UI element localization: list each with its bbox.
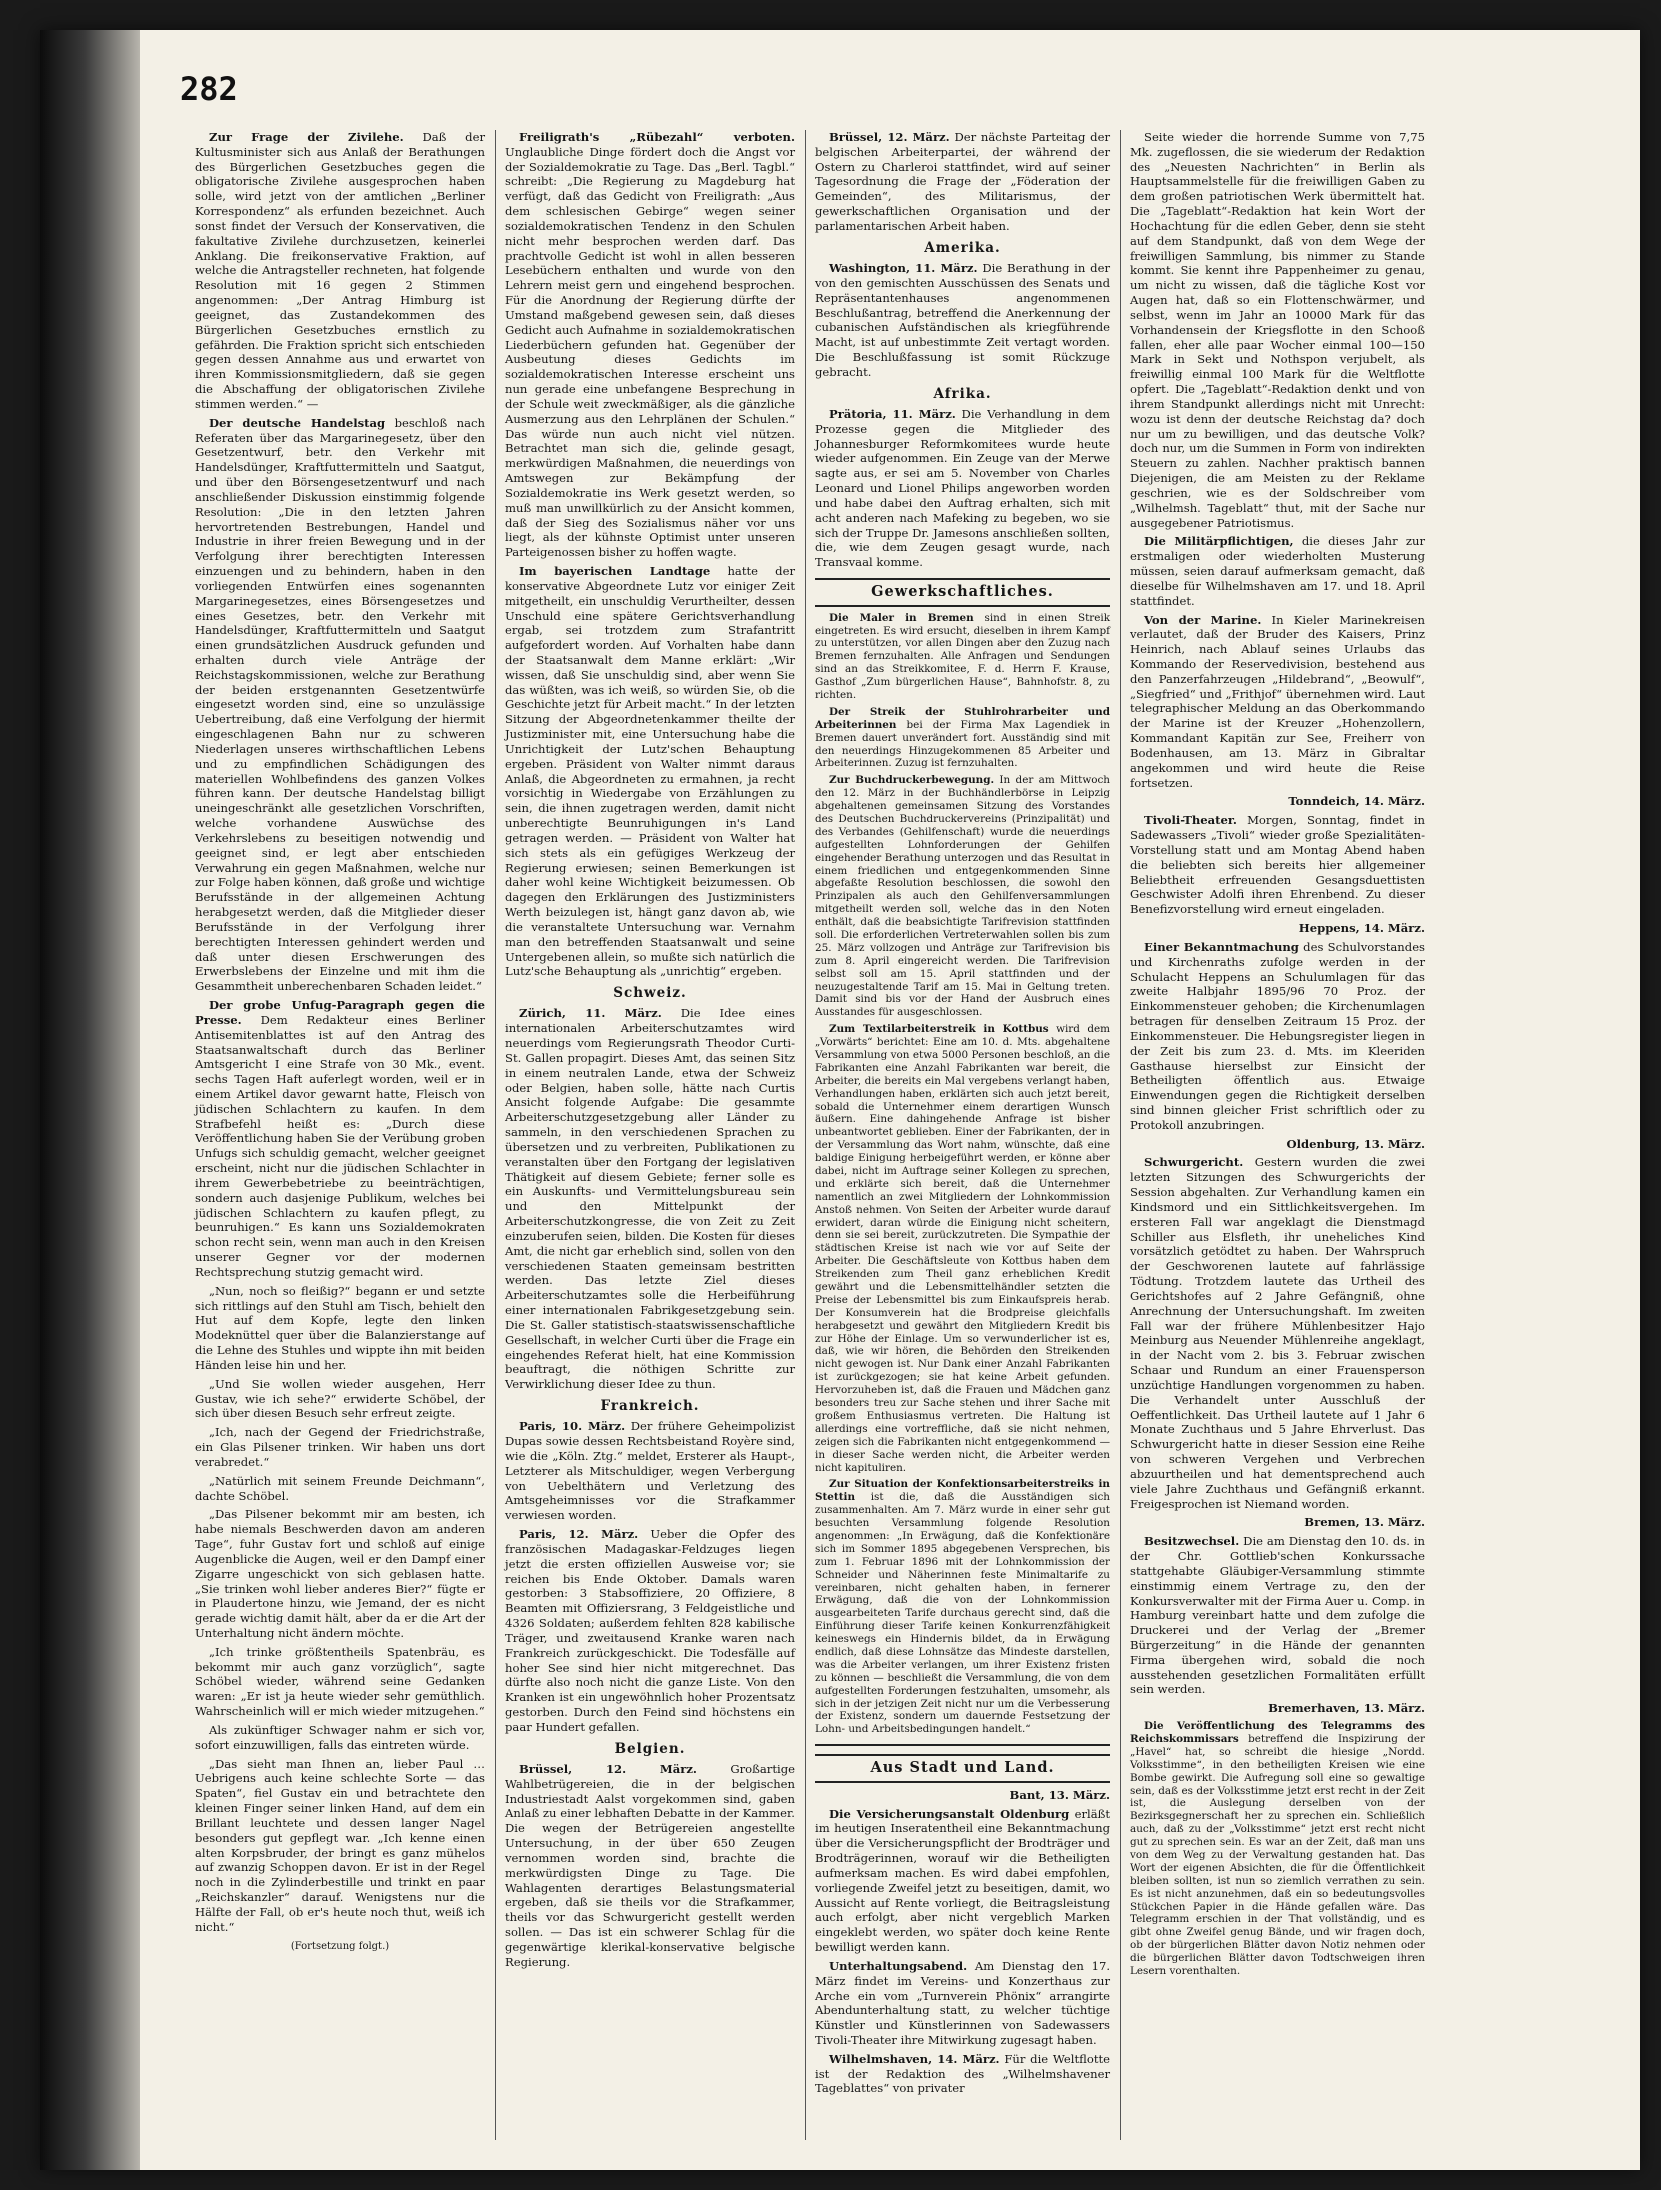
article-paragraph: [505, 1527, 795, 1735]
article-body: Der frühere Geheimpolizist Dupas sowie dessen Rechtsbeistand Royère sind, wie die „Köln. Ztg.“ meldet, Ersterer als Haupt-, Letzterer als Mitschuldiger, wegen Verbergung von Uebelthätern und Verletzung des Amtsgeheimnisses vor die Strafkammer verwiesen worden.: [505, 1419, 796, 1523]
article-lead: Oldenburg, 13. März.: [1286, 1136, 1425, 1151]
article-body: hatte der konservative Abgeordnete Lutz vor einiger Zeit mitgetheilt, ein unschuldig Verurtheilter, dessen Unschuld eine spätere Gerichtsverhandlung ergab, sei trotzdem zum Strafantritt aufgefordert worden. Auf Vorhalten habe dann der Staatsanwalt dem Manne erklärt: „Wir wissen, daß Sie unschuldig sind, aber wenn Sie das wüßten, was ich weiß, so würden Sie, ob die Geschichte jetzt für Arbeit macht.“ In der letzten Sitzung der Abgeordnetenkammer theilte der Justizminister mit, eine Untersuchung habe die Unrichtigkeit der Lutz'schen Behauptung ergeben. Präsident von Walter nimmt daraus Anlaß, die Abgeordneten zu ermahnen, ja recht vorsichtig in Wiedergabe von Erzählungen zu sein, die ihnen zugetragen werden, damit nicht unberechtigte Beunruhigungen in's Land getragen werden. — Präsident von Walter hat sich stets als ein gefügiges Werkzeug der Regierung erwiesen; seinen Bemerkungen ist daher wohl keine Wichtigkeit beizumessen. Ob dagegen den Erklärungen des Justizministers Werth beizulegen ist, hängt ganz davon ab, wie die veranstaltete Untersuchung war. Vernahm man den betreffenden Staatsanwalt und seine Untergebenen allein, so mußte sich natürlich die Lutz'sche Behauptung als „unrichtig“ ergeben.: [505, 564, 795, 979]
article-paragraph: [1130, 940, 1425, 1133]
article-body: ist die, daß die Ausständigen sich zusammenhalten. Am 7. März wurde in einer sehr gut besuchten Versammlung folgende Resolution angenommen: „In Erwägung, daß die Konfektionäre sich im Sommer 1895 abgegebenen Versprechen, bis zum 1. Februar 1896 mit der Lohnkommission der Schneider und Näherinnen feste Minimaltarife zu vereinbaren, nicht gehalten haben, in fernerer Erwägung, daß die von der Lohnkommission ausgearbeiteten Tarife durchaus gerecht sind, daß die Einführung dieser Tarife keinen Konkurrenzfähigkeit keineswegs ein Hindernis bildet, da in Erwägung endlich, daß diese Lohnsätze das Mindeste darstellen, was die Arbeiter verlangen, um ihrer Existenz fristen zu können — beschließt die Versammlung, die von dem aufgestellten Forderungen festzuhalten, umsomehr, als sich in der jetzigen Zeit nicht nur um die Verbesserung der Existenz, sondern um dauernde Festsetzung der Lohn- und Arbeitsbedingungen handelt.“: [815, 1491, 1110, 1736]
article-paragraph: [815, 774, 1110, 1019]
article-body: erläßt im heutigen Inseratentheil eine Bekanntmachung über die Versicherungspflicht der Brodträger und Brodträgerinnen, worauf wir die Betheiligten aufmerksam machen. Es wird dabei empfohlen, vorliegende Zweifel jetzt zu beseitigen, damit, wo Aussicht auf Rente vorliegt, die Beitragsleistung auch erfolgt, aber nicht vergeblich Marken eingeklebt werden, wo später doch keine Rente bewilligt werden kann.: [815, 1806, 1111, 1955]
article-paragraph: [1130, 130, 1425, 530]
article-body: sind in einen Streik eingetreten. Es wird ersucht, dieselben in ihrem Kampf zu unterstützen, vor allen Dingen aber den Zuzug nach Bremen fernzuhalten. Alle Anfragen und Sendungen sind an das Streikkomitee, F. d. Herrn F. Krause, Gasthof „Zum bürgerlichen Hause“, Bahnhofstr. 8, zu richten.: [815, 611, 1110, 701]
book-binding: [40, 30, 140, 2170]
article-lead: Im bayerischen Landtage: [519, 564, 711, 579]
article-body: „Natürlich mit seinem Freunde Deichmann“, dachte Schöbel.: [195, 1473, 485, 1503]
article-lead: Wilhelmshaven, 14. März.: [829, 2051, 1000, 2066]
article-lead: Die Veröffentlichung des Telegramms des Reichskommissars: [1130, 1720, 1425, 1746]
column-1: [195, 130, 485, 1953]
article-paragraph: [1130, 813, 1425, 917]
column-4: [1130, 130, 1425, 1982]
article-body: Dem Redakteur eines Berliner Antisemitenblattes ist auf den Antrag des Staatsanwaltschaft durch das Berliner Amtsgericht I eine Strafe von 30 Mk., event. sechs Tagen Haft auferlegt worden, weil er in einem Artikel davor gewarnt hatte, Fleisch von jüdischen Schlachtern zu kaufen. In dem Strafbefehl heißt es: „Durch diese Veröffentlichung haben Sie der Verübung groben Unfugs sich schuldig gemacht, welcher geeignet erscheint, nicht nur die jüdischen Schlachter in ihrem Gewerbebetriebe zu beeinträchtigen, sondern auch dasjenige Publikum, welches bei jüdischen Schlachtern zu kaufen pflegt, zu beunruhigen.“ Es kann uns Sozialdemokraten schon recht sein, wenn man auch in den Kreisen unserer Gegner vor der modernen Rechtsprechung stutzig gemacht wird.: [195, 1012, 486, 1279]
article-lead: Zur Frage der Zivilehe.: [209, 130, 404, 144]
article-paragraph: [195, 1425, 485, 1469]
article-lead: Zur Buchdruckerbewegung.: [829, 774, 995, 787]
article-body: „Ich, nach der Gegend der Friedrichstraße, ein Glas Pilsener trinken. Wir haben uns dort verabredet.“: [195, 1425, 485, 1469]
article-body: Am Dienstag den 17. März findet im Vereins- und Konzerthaus zur Arche ein vom „Turnverein Phönix“ arrangirte Abendunterhaltung statt, zu welcher tüchtige Künstler und Künstlerinnen von Sadewassers Tivoli-Theater ihre Mitwirkung zugesagt haben.: [815, 1958, 1111, 2047]
article-paragraph: [1130, 1534, 1425, 1697]
article-lead: Die Militärpflichtigen,: [1144, 534, 1294, 549]
article-body: Der nächste Parteitag der belgischen Arbeiterpartei, der während der Ostern zu Charleroi stattfindet, wird auf seiner Tagesordnung die Frage der „Föderation der Gemeinden“, des Militarismus, der gewerkschaftlichen Organisation und der parlamentarischen Arbeit haben.: [815, 130, 1110, 233]
article-paragraph: [505, 1762, 795, 1970]
article-body: Unglaubliche Dinge fördert doch die Angst vor der Sozialdemokratie zu Tage. Das „Berl. Tagbl.“ schreibt: „Die Regierung zu Magdeburg hat verfügt, daß das Gedicht von Freiligrath: „Aus dem schlesischen Gebirge“ wegen seiner sozialdemokratischen Tendenz in den Schulen nicht mehr besprochen werden darf. Das prachtvolle Gedicht ist wohl in allen besseren Lesebüchern enthalten und wurde von den Lehrern meist gern und eingehend besprochen. Für die Anordnung der Regierung dürfte der Umstand maßgebend gewesen sein, daß dieses Gedicht auch Aufnahme in sozialdemokratischen Liederbüchern gefunden hat. Gegenüber der Ausbeutung dieses Gedichts im sozialdemokratischen Interesse erscheint uns nun gerade eine unbefangene Besprechung in der Schule weit zweckmäßiger, als die gänzliche Ausmerzung aus den Lehrplänen der Schulen.“ Das würde nun auch nicht viel nützen. Betrachtet man sich die, gelinde gesagt, merkwürdigen Maßnahmen, die neuerdings von Amtswegen zur Bekämpfung der Sozialdemokratie ins Werk gesetzt werden, so muß man unwillkürlich zu der Ansicht kommen, daß der Sieg des Sozialismus näher vor uns liegt, als der kühnste Optimist unter unseren Parteigenossen bisher zu hoffen wagte.: [505, 144, 795, 560]
section-heading-boxed: Gewerkschaftliches.: [815, 578, 1110, 607]
article-lead: Heppens, 14. März.: [1298, 921, 1425, 936]
article-lead: Paris, 10. März.: [519, 1419, 626, 1434]
article-lead: Zur Situation der Konfektionsarbeiterstreiks in Stettin: [815, 1478, 1110, 1504]
article-lead: Brüssel, 12. März.: [829, 130, 950, 144]
article-body: Die am Dienstag den 10. ds. in der Chr. Gottlieb'schen Konkurssache stattgehabte Gläubiger-Versammlung stimmte einstimmig einem Vertrage zu, den der Konkursverwalter mit der Firma Auer u. Comp. in Hamburg vereinbart hatte und dem zufolge die Druckerei und der Verlag der „Bremer Bürgerzeitung“ in die Hände der genannten Firma übergehen wird, sobald die noch ausstehenden gesetzlichen Formalitäten erfüllt sein werden.: [1130, 1534, 1426, 1697]
article-lead: Tonndeich, 14. März.: [1288, 794, 1425, 809]
article-body: In Kieler Marinekreisen verlautet, daß der Bruder des Kaisers, Prinz Heinrich, nach Ablauf seines Urlaubs das Kommando der Reservedivision, bestehend aus den Panzerfahrzeugen „Hildebrand“, „Beowulf“, „Siegfried“ und „Frithjof“ übernehmen wird. Laut telegraphischer Meldung an das Oberkommando der Marine ist der Kreuzer „Hohenzollern, Kommandant Kapitän zur See, Freiherr von Bodenhausen, am 13. März in Gibraltar angekommen und wird heute die Reise fortsetzen.: [1130, 612, 1426, 790]
article-paragraph: [505, 1419, 795, 1523]
article-lead: Washington, 11. März.: [829, 261, 978, 276]
article-body: „Das sieht man Ihnen an, lieber Paul … Uebrigens auch keine schlechte Sorte — das Spaten“, fiel Gustav ein und betrachtete den kleinen Finger seiner linken Hand, auf dem ein Brillant leuchtete und dessen langer Nagel besonders gut gepflegt war. „Ich kenne einen alten Korpsbruder, der bringt es ganz mühelos auf zwanzig Schoppen davon. Er ist in der Regel noch in die Zylinderbestille und trinkt en paar „Reichskanzler“ darauf. Wenigstens nur die Hälfte der Fall, ob er's heute noch thut, weiß ich nicht.“: [195, 1756, 485, 1934]
article-lead: Freiligrath's „Rübezahl“ verboten.: [519, 130, 795, 144]
article-paragraph: [195, 1507, 485, 1640]
article-lead: Der Streik der Stuhlrohrarbeiter und Arbeiterinnen: [815, 705, 1110, 731]
section-heading: Belgien.: [614, 1740, 686, 1757]
article-body: Die Berathung in der von den gemischten Ausschüssen des Senats und Repräsentantenhauses angenommenen Beschlußantrag, betreffend die Anerkennung der cubanischen Aufständischen als kriegführende Macht, ist auf unbestimmte Zeit vertagt worden. Die Beschlußfassung ist somit Rückzuge gebracht.: [815, 261, 1110, 379]
article-body: „Nun, noch so fleißig?“ begann er und setzte sich rittlings auf den Stuhl am Tisch, behielt den Hut auf dem Kopfe, legte den linken Modeknüttel quer über die Balanzierstange auf die Lehne des Stuhles und wippte ihn mit beiden Händen leise hin und her.: [195, 1283, 485, 1372]
column-2: [505, 130, 795, 1974]
section-heading: Schweiz.: [613, 985, 687, 1002]
article-paragraph: [815, 1807, 1110, 1955]
article-paragraph: [195, 1377, 485, 1421]
article-paragraph: [1130, 1515, 1425, 1530]
article-paragraph: [195, 1284, 485, 1373]
article-paragraph: [815, 1788, 1110, 1803]
column-3: [815, 130, 1110, 2100]
newspaper-page: [40, 30, 1640, 2170]
article-paragraph: [505, 1006, 795, 1392]
article-lead: Schwurgericht.: [1144, 1155, 1244, 1170]
article-paragraph: [815, 1959, 1110, 2048]
article-lead: Der deutsche Handelstag: [209, 415, 386, 430]
section-heading-boxed: Aus Stadt und Land.: [815, 1754, 1110, 1783]
article-lead: Der grobe Unfug-Paragraph gegen die Presse.: [195, 998, 485, 1027]
article-paragraph: [195, 416, 485, 994]
article-paragraph: [1130, 794, 1425, 809]
article-lead: Die Maler in Bremen: [829, 611, 974, 624]
article-paragraph: [815, 130, 1110, 234]
article-lead: Prätoria, 11. März.: [829, 406, 956, 421]
article-paragraph: [815, 2052, 1110, 2096]
column-divider: [805, 130, 806, 2140]
article-paragraph: [815, 1023, 1110, 1474]
article-paragraph: [505, 130, 795, 560]
article-body: die dieses Jahr zur erstmaligen oder wiederholten Musterung müssen, seien darauf aufmerksam gemacht, daß dieselbe für Wilhelmshaven am 17. und 18. April stattfindet.: [1130, 534, 1426, 608]
article-body: betreffend die Inspizirung der „Havel“ hat, so schreibt die hiesige „Nordd. Volksstimme“, in den betheiligten Kreisen wie eine Bombe gewirkt. Die Aufregung soll eine so gewaltige sein, daß es der Volksstimme jetzt erst recht in der Zeit ist, die Auslegung derselben von der Bezirksgegnerschaft her zu sprechen ein. Schließlich auch, daß zu der „Volksstimme“ jetzt erst recht nicht gut zu sprechen sein. Es war an der Zeit, daß man uns von dem Weg zu der Verwaltung gestanden hat. Das Wort der eigenen Absichten, die für die Öffentlichkeit bleiben sollten, ist nun so ziemlich verrathen zu sein. Es ist nicht anzunehmen, daß ein so bedeutungsvolles Stückchen Papier in die Hände gefallen wäre. Das Telegramm erschien in der That vollständig, und es gibt ohne Zweifel genug Bände, und wir fragen doch, ob der bürgerlichen Blätter davon Notiz nehmen oder die bürgerlichen Blätter davon Todtschweigen ihren Lesern vorenthalten.: [1130, 1733, 1425, 1978]
section-rule: [815, 1744, 1110, 1746]
article-paragraph: [195, 1645, 485, 1719]
article-paragraph: [815, 706, 1110, 770]
article-paragraph: [195, 998, 485, 1280]
article-lead: Bremen, 13. März.: [1304, 1515, 1425, 1530]
article-body: bei der Firma Max Lagendiek in Bremen dauert unverändert fort. Ausständig sind mit den neuerdings Hinzugekommenen 85 Arbeiter und Arbeiterinnen. Zuzug ist fernzuhalten.: [815, 718, 1110, 770]
article-body: des Schulvorstandes und Kirchenraths zufolge werden in der Schulacht Heppens an Schulumlagen für das zweite Halbjahr 1895/96 70 Proz. der Einkommensteuer gehoben; die Kirchenumlagen betragen für denselben Zeitraum 15 Proz. der Einkommensteuer. Die Hebungsregister liegen in der Zeit bis zum 23. d. Mts. im Kleeriden Gasthause hierselbst zur Einsicht der Betheiligten öffentlich aus. Etwaige Einwendungen gegen die Richtigkeit derselben sind binnen gleicher Frist schriftlich oder zu Protokoll anzubringen.: [1130, 939, 1426, 1132]
section-heading: Frankreich.: [600, 1398, 700, 1414]
article-paragraph: [1130, 1155, 1425, 1511]
article-body: Die Verhandlung in dem Prozesse gegen die Mitglieder des Johannesburger Reformkomitees wurde heute wieder aufgenommen. Ein Zeuge van der Merwe sagte aus, er sei am 5. November von Charles Leonard und Lionel Philips angeworben worden und habe dabei den Auftrag erhalten, sich mit acht anderen nach Mafeking zu begeben, wo sie sich der Truppe Dr. Jamesons anschließen sollten, die, wie dem Zeugen gesagt wurde, nach Transvaal komme.: [815, 406, 1110, 570]
article-paragraph: [1130, 921, 1425, 936]
article-paragraph: [1130, 1720, 1425, 1978]
section-heading: Amerika.: [924, 239, 1001, 256]
article-body: beschloß nach Referaten über das Margarinegesetz, über den Gesetzentwurf, betr. den Verkehr mit Handelsdünger, Kraftfuttermitteln und Saatgut, und über den Börsengesetzentwurf und nach anschließender Diskussion einstimmig folgende Resolution: „Die in den letzten Jahren hervortretenden Bestrebungen, Handel und Industrie in ihrer freien Bewegung und in der Verfolgung ihrer berechtigten Interessen einzuengen und zu behindern, haben in den vorliegenden Entwürfen eines sogenannten Margarinegesetzes, eines Börsengesetzes und eines Gesetzes, betr. den Verkehr mit Handelsdünger, Kraftfuttermitteln und Saatgut einen grundsätzlichen Ausdruck gefunden und erhalten durch viele Anträge der Reichstagskommissionen, welche zur Berathung der beiden erstgenannten Gesetzentwürfe eingesetzt worden sind, eine so unzulässige Uebertreibung, daß eine Verfolgung der hiermit eingeschlagenen Bahn nur zu schweren Niederlagen unseres wirthschaftlichen Lebens und zu empfindlichen Schädigungen des materiellen Wohlbefindens des ganzen Volkes führen kann. Der deutsche Handelstag billigt uneingeschränkt alle gesetzlichen Vorschriften, welche vorhandene Auswüchse des Verkehrslebens zu beseitigen notwendig und geeignet sind, er legt aber entschieden Verwahrung ein gegen Maßnahmen, welche nur zur Folge haben können, daß große und wichtige Berufsstände in der allgemeinen Achtung herabgesetzt werden, daß die Mitglieder dieser Berufsstände in der Verfolgung ihrer berechtigten Interessen gehindert werden und daß unter diesen Erschwerungen des Erwerbslebens der Einzelne und mit ihm die Gesammtheit unberechenbaren Schaden leidet.“: [195, 415, 486, 994]
column-divider: [495, 130, 496, 2140]
article-body: „Und Sie wollen wieder ausgehen, Herr Gustav, wie ich sehe?“ erwiderte Schöbel, der sich über diesen Besuch sehr erfreut zeigte.: [195, 1376, 485, 1421]
article-paragraph: [815, 1478, 1110, 1736]
article-body: „Das Pilsener bekommt mir am besten, ich habe niemals Beschwerden davon am anderen Tage“, fuhr Gustav fort und schloß auf einige Augenblicke die Augen, weil er den Dampf einer Zigarre ungeschickt von sich geblasen hatte. „Sie trinken wohl lieber anderes Bier?“ fügte er in Plaudertone hinzu, wie Jemand, der es nicht gerade wichtig damit hält, aber da er die Art der Unterhaltung nicht ändern möchte.: [195, 1507, 485, 1640]
article-paragraph: [1130, 1137, 1425, 1152]
article-lead: Unterhaltungsabend.: [829, 1958, 968, 1973]
article-body: Gestern wurden die zwei letzten Sitzungen des Schwurgerichts der Session abgehalten. Zur Verhandlung kamen ein Kindsmord und ein Sittlichkeitsvergehen. Im ersteren Fall war angeklagt die Dienstmagd Schiller aus Elsfleth, ihr uneheliches Kind vorsätzlich getödtet zu haben. Der Wahrspruch der Geschworenen lautete auf fahrlässige Tödtung. Trotzdem lautete das Urtheil des Gerichtshofes auf 2 Jahre Gefängniß, ohne Anrechnung der Untersuchungshaft. Im zweiten Fall war der frühere Mühlenbesitzer Hajo Meinburg aus Neuender Mühlenreihe angeklagt, in der Nacht vom 2. bis 3. Februar zwischen Schaar und Rundum an einer Frauensperson unzüchtige Handlungen vorgenommen zu haben. Die Verhandelt unter Ausschluß der Oeffentlichkeit. Das Urtheil lautete auf 1 Jahr 6 Monate Zuchthaus und 5 Jahre Ehrverlust. Das Schwurgericht hatte in dieser Session eine Reihe von schweren Vergehen und Verbrechen abzuurtheilen und hat dementsprechend auch viele Jahre Zuchthaus und Gefängniß erkannt. Freigesprochen ist Niemand worden.: [1130, 1155, 1425, 1511]
article-lead: Paris, 12. März.: [519, 1527, 639, 1542]
article-body: Als zukünftiger Schwager nahm er sich vor, sofort einzuwilligen, falls das eintreten würde.: [195, 1722, 485, 1752]
page-number: 282: [180, 70, 238, 108]
article-body: Großartige Wahlbetrügereien, die in der belgischen Industriestadt Aalst vorgekommen sind, gaben Anlaß zu einer lebhaften Debatte in der Kammer. Die wegen der Betrügereien angestellte Untersuchung, in der über 650 Zeugen vernommen worden sind, brachte die merkwürdigsten Dinge zu Tage. Die Wahlagenten derartiges Belastungsmaterial ergeben, daß sie theils vor die Strafkammer, theils vor das Schwurgericht gestellt werden sollen. — Das ist ein schwerer Schlag für die gegenwärtige klerikal-konservative belgische Regierung.: [505, 1761, 795, 1969]
article-paragraph: [815, 612, 1110, 702]
article-paragraph: [195, 1474, 485, 1504]
article-lead: Zum Textilarbeiterstreik in Kottbus: [829, 1023, 1049, 1036]
article-body: Die Idee eines internationalen Arbeiterschutzamtes wird neuerdings vom Regierungsrath Theodor Curti-St. Gallen propagirt. Dieses Amt, das seinen Sitz in einem neutralen Lande, etwa der Schweiz oder Belgien, haben solle, hätte nach Curtis Ansicht folgende Aufgabe: Die gesammte Arbeiterschutzgesetzgebung aller Länder zu sammeln, in den verschiedenen Sprachen zu übersetzen und zu verbreiten, Publikationen zu veranstalten über den Fortgang der legislativen Thätigkeit auf diesem Gebiete; ferner solle es ein Auskunfts- und Vermittelungsbureau sein und den Mittelpunkt der Arbeiterschutzkongresse, die von Zeit zu Zeit einzuberufen seien, bilden. Die Kosten für dieses Amt, die nicht gar erheblich sind, sollen von den verschiedenen Staaten gemeinsam bestritten werden. Das letzte Ziel dieses Arbeiterschutzamtes solle die Herbeiführung einer internationalen Fabrikgesetzgebung sein. Die St. Galler statistisch-staatswissenschaftliche Gesellschaft, in welcher Curti über die Frage ein eingehendes Referat hielt, hat eine Kommission beauftragt, die nöthigen Schritte zur Verwirklichung dieser Idee zu thun.: [505, 1006, 795, 1392]
article-body: In der am Mittwoch den 12. März in der Buchhändlerbörse in Leipzig abgehaltenen gemeinsamen Sitzung des Vorstandes des Deutschen Buchdruckervereins (Prinzipalität) und des Verbandes (Gehilfenschaft) wurde die neuerdings aufgestellten Lohnforderungen der Gehilfen eingehender Berathung unterzogen und das Resultat in einem friedlichen und entgegenkommenden Sinne abgefaßte Resolution beschlossen, die sowohl den Prinzipalen als auch den Gehilfenversammlungen mitgetheilt werden soll, welche das in den Noten enthält, daß die beabsichtigte Tarifrevision stattfinden soll. Die erforderlichen Vertreterwahlen sollen bis zum 25. März vollzogen und Anträge zur Tarifrevision bis zum 8. April eingereicht werden. Die Tarifrevision selbst soll am 15. April stattfinden und der neuzugestaltende Tarif am 15. Mai in Geltung treten. Damit sind bis vor der Hand der Ausbruch eines Ausstandes für ausgeschlossen.: [815, 774, 1111, 1019]
article-paragraph: [815, 261, 1110, 380]
article-body: „Ich trinke größtentheils Spatenbräu, es bekommt mir auch ganz vorzüglich“, sagte Schöbel wieder, während seine Gedanken waren: „Er ist ja heute wieder sehr gemüthlich. Wahrscheinlich will er mich wieder mitzugehen.“: [195, 1644, 485, 1719]
article-lead: Von der Marine.: [1144, 612, 1262, 627]
column-divider: [1120, 130, 1121, 2140]
section-heading: Afrika.: [933, 385, 992, 402]
article-body: Morgen, Sonntag, findet in Sadewassers „Tivoli“ wieder große Spezialitäten-Vorstellung statt und am Montag Abend haben die beliebten sich bereits hier allgemeiner Beliebtheit erfreuenden Gesangsduettisten Geschwister Adolfi ihren Ehrenbend. Zu dieser Benefizvorstellung wird erneut eingeladen.: [1130, 813, 1425, 917]
article-body: Seite wieder die horrende Summe von 7,75 Mk. zugeflossen, die sie wiederum der Redaktion des „Neuesten Nachrichten“ in Berlin als Hauptsammelstelle für die freiwilligen Gaben zu dem großen patriotischen Werk übermittelt hat. Die „Tageblatt“-Redaktion hat kein Wort der Hochachtung für die edlen Geber, denn sie steht auf dem Standpunkt, daß von dem Wege der freiwilligen Sammlung, bis nimmer zu Stande kommt. Sie kennt ihre Pappenheimer zu genau, um nicht zu wissen, daß die tägliche Kost vor Augen hat, daß so ein Flottenschwärmer, und selbst, wenn im Jahr an 10000 Mark für das Vorhandensein der Kriegsflotte in den Schooß fallen, eher alle paar Wocher einmal 100—150 Mark in Sekt und Nothspon verjubelt, als freiwillig einmal 100 Mark für die Weltflotte opfert. Die „Tageblatt“-Redaktion denkt und von ihrem Standpunkt allerdings nicht mit Unrecht: wozu ist denn der deutsche Reichstag da? doch nur um zu bewilligen, und das deutsche Volk? doch nur, um die Summen in Form von indirekten Steuern zu zahlen. Nachher praktisch bannen Diejenigen, die am Meisten zu der Reklame geschrien, wie es der Soldschreiber vom „Wilhelmsh. Tageblatt“ thut, mit der Sache nur ausgegebener Patriotismus.: [1130, 130, 1425, 530]
article-body: Für die Weltflotte ist der Redaktion des „Wilhelmshavener Tageblattes“ von privater: [815, 2051, 1111, 2096]
article-body: wird dem „Vorwärts“ berichtet: Eine am 10. d. Mts. abgehaltene Versammlung von etwa 5000 Personen beschloß, an die Fabrikanten eine Anzahl Fabrikanten war bereit, die Arbeiter, die bereits ein Mal vergebens verlangt haben, Verhandlungen haben, erklärten sich auch jetzt bereit, sobald die Unternehmer einem derartigen Wunsch äußern. Eine dahingehende Anfrage ist bisher unbeantwortet geblieben. Einer der Fabrikanten, der in der Versammlung das Wort nahm, wünschte, daß eine baldige Einigung herbeigeführt werden, er könne aber dabei, nicht im Auftrage seiner Kollegen zu sprechen, und erklärte sich bereit, daß die Unternehmer namentlich an zwei Mitgliedern der Lohnkommission Anstoß nehmen. Von Seiten der Arbeiter wurde darauf erwidert, daran würde die Einigung nicht scheitern, denn sie sei bereit, zurückzutreten. Die Sympathie der städtischen Kreise ist nach wie vor auf Seite der Arbeiter. Die Geschäftsleute von Kottbus haben dem Streikenden zum Theil ganz erheblichen Kredit gewährt und die Lebensmittelhändler setzten die Preise der Lebensmittel bis zum Einkaufspreis herab. Der Konsumverein hat die Brodpreise gleichfalls herabgesetzt und gewährt den Mitgliedern Kredit bis zur Höhe der Einlage. Um so verwunderlicher ist es, daß, wie wir hören, die Behörden den Streikenden nicht gewogen ist. Nur Dank einer Anzahl Fabrikanten ist zurückgezogen; sie hat keine Arbeit gefunden. Hervorzuheben ist, daß die Frauen und Mädchen ganz besonders treu zur Sache stehen und ihrer Sache mit großem Enthusiasmus vertreten. Die Haltung ist allerdings eine vortreffliche, daß sie nicht nehmen, zeigen sich die Fabrikanten nicht entgegenkommend — in dieser Sache werden nicht, die Arbeiter werden nicht kapituliren.: [815, 1023, 1110, 1474]
article-body: Ueber die Opfer des französischen Madagaskar-Feldzuges liegen jetzt die ersten offiziellen Ausweise vor; sie reichen bis Ende Oktober. Damals waren gestorben: 3 Stabsoffiziere, 20 Offiziere, 8 Beamten mit Offiziersrang, 3 Feldgeistliche und 4326 Soldaten; außerdem fehlten 828 kabilische Träger, und zweitausend Kranke waren nach Frankreich zurückgeschickt. Die Todesfälle auf hoher See sind hier nicht mitgerechnet. Das dürfte also noch nicht die ganze Liste. Von den Kranken ist ein ungewöhnlich hoher Prozentsatz gestorben. Durch den Feind sind höchstens ein paar Hundert gefallen.: [505, 1527, 796, 1734]
article-lead: Bant, 13. März.: [1009, 1787, 1110, 1802]
article-lead: Brüssel, 12. März.: [519, 1761, 697, 1776]
article-lead: Zürich, 11. März.: [519, 1006, 662, 1021]
article-paragraph: [1130, 1701, 1425, 1716]
article-paragraph: [815, 407, 1110, 570]
article-paragraph: [505, 564, 795, 979]
article-paragraph: [195, 1723, 485, 1753]
article-lead: Die Versicherungsanstalt Oldenburg: [829, 1806, 1070, 1821]
article-lead: Bremerhaven, 13. März.: [1268, 1701, 1425, 1716]
article-paragraph: [195, 1757, 485, 1935]
article-lead: Besitzwechsel.: [1144, 1534, 1240, 1549]
article-paragraph: [1130, 613, 1425, 791]
article-lead: Einer Bekanntmachung: [1144, 939, 1299, 954]
continuation-note: (Fortsetzung folgt.): [290, 1940, 390, 1952]
article-paragraph: [195, 130, 485, 412]
article-paragraph: [1130, 534, 1425, 608]
article-lead: Tivoli-Theater.: [1144, 813, 1237, 828]
article-body: Daß der Kultusminister sich aus Anlaß der Berathungen des Bürgerlichen Gesetzbuches gegen die obligatorische Zivilehe ausgesprochen haben solle, wird jetzt von der amtlichen „Berliner Korrespondenz“ als erfunden bezeichnet. Auch sonst findet der Versuch der Konservativen, die fakultative Zivilehe durchzusetzen, keinerlei Anklang. Die freikonservative Fraktion, auf welche die Antragsteller rechneten, hat folgende Resolution mit 16 gegen 2 Stimmen angenommen: „Der Antrag Himburg ist geeignet, das Zustandekommen des Bürgerlichen Gesetzbuches ernstlich zu gefährden. Die Fraktion spricht sich entschieden gegen dessen Annahme aus und erwartet von ihren Kommissionsmitgliedern, daß sie gegen die Abschaffung der obligatorischen Zivilehe stimmen werden.“ —: [195, 130, 485, 411]
